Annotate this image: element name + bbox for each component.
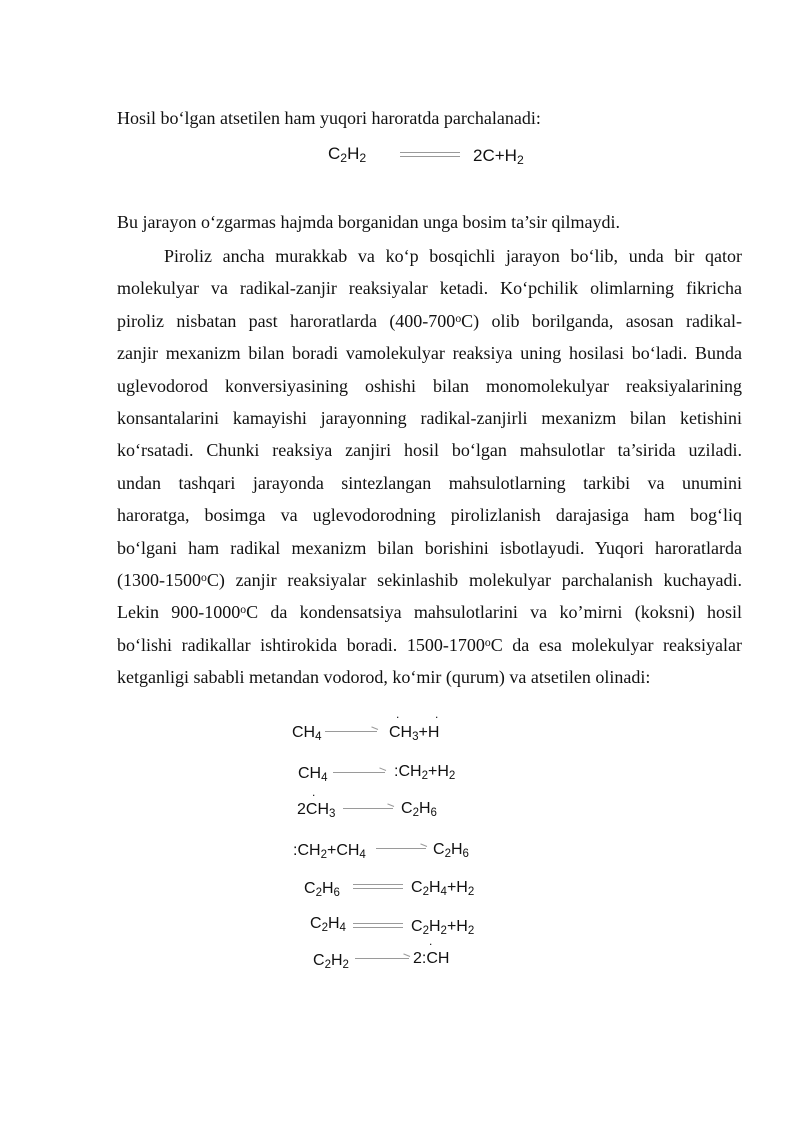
product: $C_2H_6$ <box>433 841 469 860</box>
paragraph-line: undan tashqari jarayonda sintezlangan mahsulotlarning tarkibi va unumini <box>117 472 742 493</box>
paragraph-line: bo‘lishi radikallar ishtirokida boradi. 1500-1700$^o$C da esa molekulyar reaksiyalar <box>117 634 742 655</box>
paragraph-line: bo‘lgani ham radikal mexanizm bilan borishini isbotlayudi. Yuqori haroratlarda <box>117 537 742 558</box>
main-paragraph <box>117 240 742 693</box>
equation-right: $2C+H_2$ <box>473 146 524 168</box>
product: 2:CH <box>413 950 450 967</box>
reactant: $2CH_3$ <box>297 801 336 820</box>
paragraph-line: zanjir mexanizm bilan boradi vamolekulyar reaksiya uning hosilasi bo‘ladi. Bunda <box>117 343 742 364</box>
product: $C_2H_2+H_2$ <box>411 918 475 937</box>
reaction-arrow <box>376 848 426 849</box>
reaction-arrow <box>325 731 377 732</box>
reaction-arrow <box>343 808 393 809</box>
product: $C_2H_4+H_2$ <box>411 879 475 898</box>
reactant: $CH_4$ <box>292 724 322 743</box>
radical-dot: . <box>396 707 400 721</box>
equilibrium-arrow <box>400 152 460 157</box>
paragraph-line: Piroliz ancha murakkab va ko‘p bosqichli jarayon bo‘lib, unda bir qator <box>164 246 742 266</box>
paragraph-line: ketganligi sababli metandan vodorod, ko‘mir (qurum) va atsetilen olinadi: <box>117 667 651 688</box>
reaction-arrow <box>353 884 403 889</box>
paragraph-line: piroliz nisbatan past haroratlarda (400-700$^o$C) olib borilganda, asosan radikal- <box>117 310 742 331</box>
reactant: $C_2H_4$ <box>310 915 346 934</box>
radical-dot: . <box>429 934 433 948</box>
paragraph-line: ko‘rsatadi. Chunki reaksiya zanjiri hosil bo‘lgan mahsulotlar ta’sirida uziladi. <box>117 440 742 461</box>
radical-dot: . <box>312 785 316 799</box>
radical-dot: . <box>435 707 439 721</box>
reaction-arrow <box>333 772 385 773</box>
reactant: $CH_4$ <box>298 765 328 784</box>
reaction-arrow <box>355 958 409 959</box>
intro-line: Hosil bo‘lgan atsetilen ham yuqori haroratda parchalanadi: <box>117 108 541 128</box>
product: $C_2H_6$ <box>401 800 437 819</box>
reaction-arrow <box>353 923 403 928</box>
reactant: $:CH_2+CH_4$ <box>293 842 366 861</box>
paragraph-line: uglevodorod konversiyasining oshishi bilan monomolekulyar reaksiyalarining <box>117 375 742 396</box>
equation-left: $C_2H_2$ <box>328 144 367 166</box>
sentence-bosim: Bu jarayon o‘zgarmas hajmda borganidan unga bosim ta’sir qilmaydi. <box>117 212 621 232</box>
paragraph-line: konsantalarini kamayishi jarayonning radikal-zanjirli mexanizm bilan ketishini <box>117 407 742 428</box>
paragraph-line: Lekin 900-1000$^o$C da kondensatsiya mahsulotlarini va ko’mirni (koksni) hosil <box>117 602 742 623</box>
reactant: $C_2H_6$ <box>304 880 340 899</box>
paragraph-line: molekulyar va radikal-zanjir reaksiyalar ketadi. Ko‘pchilik olimlarning fikricha <box>117 278 742 299</box>
product: $CH_3+H$ <box>389 724 440 743</box>
paragraph-line: (1300-1500$^o$C) zanjir reaksiyalar sekinlashib molekulyar parchalanish kuchayadi. <box>117 569 742 590</box>
paragraph-line: haroratga, bosimga va uglevodorodning pirolizlanish darajasiga ham bog‘liq <box>117 505 742 526</box>
product: $:CH_2+H_2$ <box>394 763 456 782</box>
reactant: $C_2H_2$ <box>313 952 349 971</box>
